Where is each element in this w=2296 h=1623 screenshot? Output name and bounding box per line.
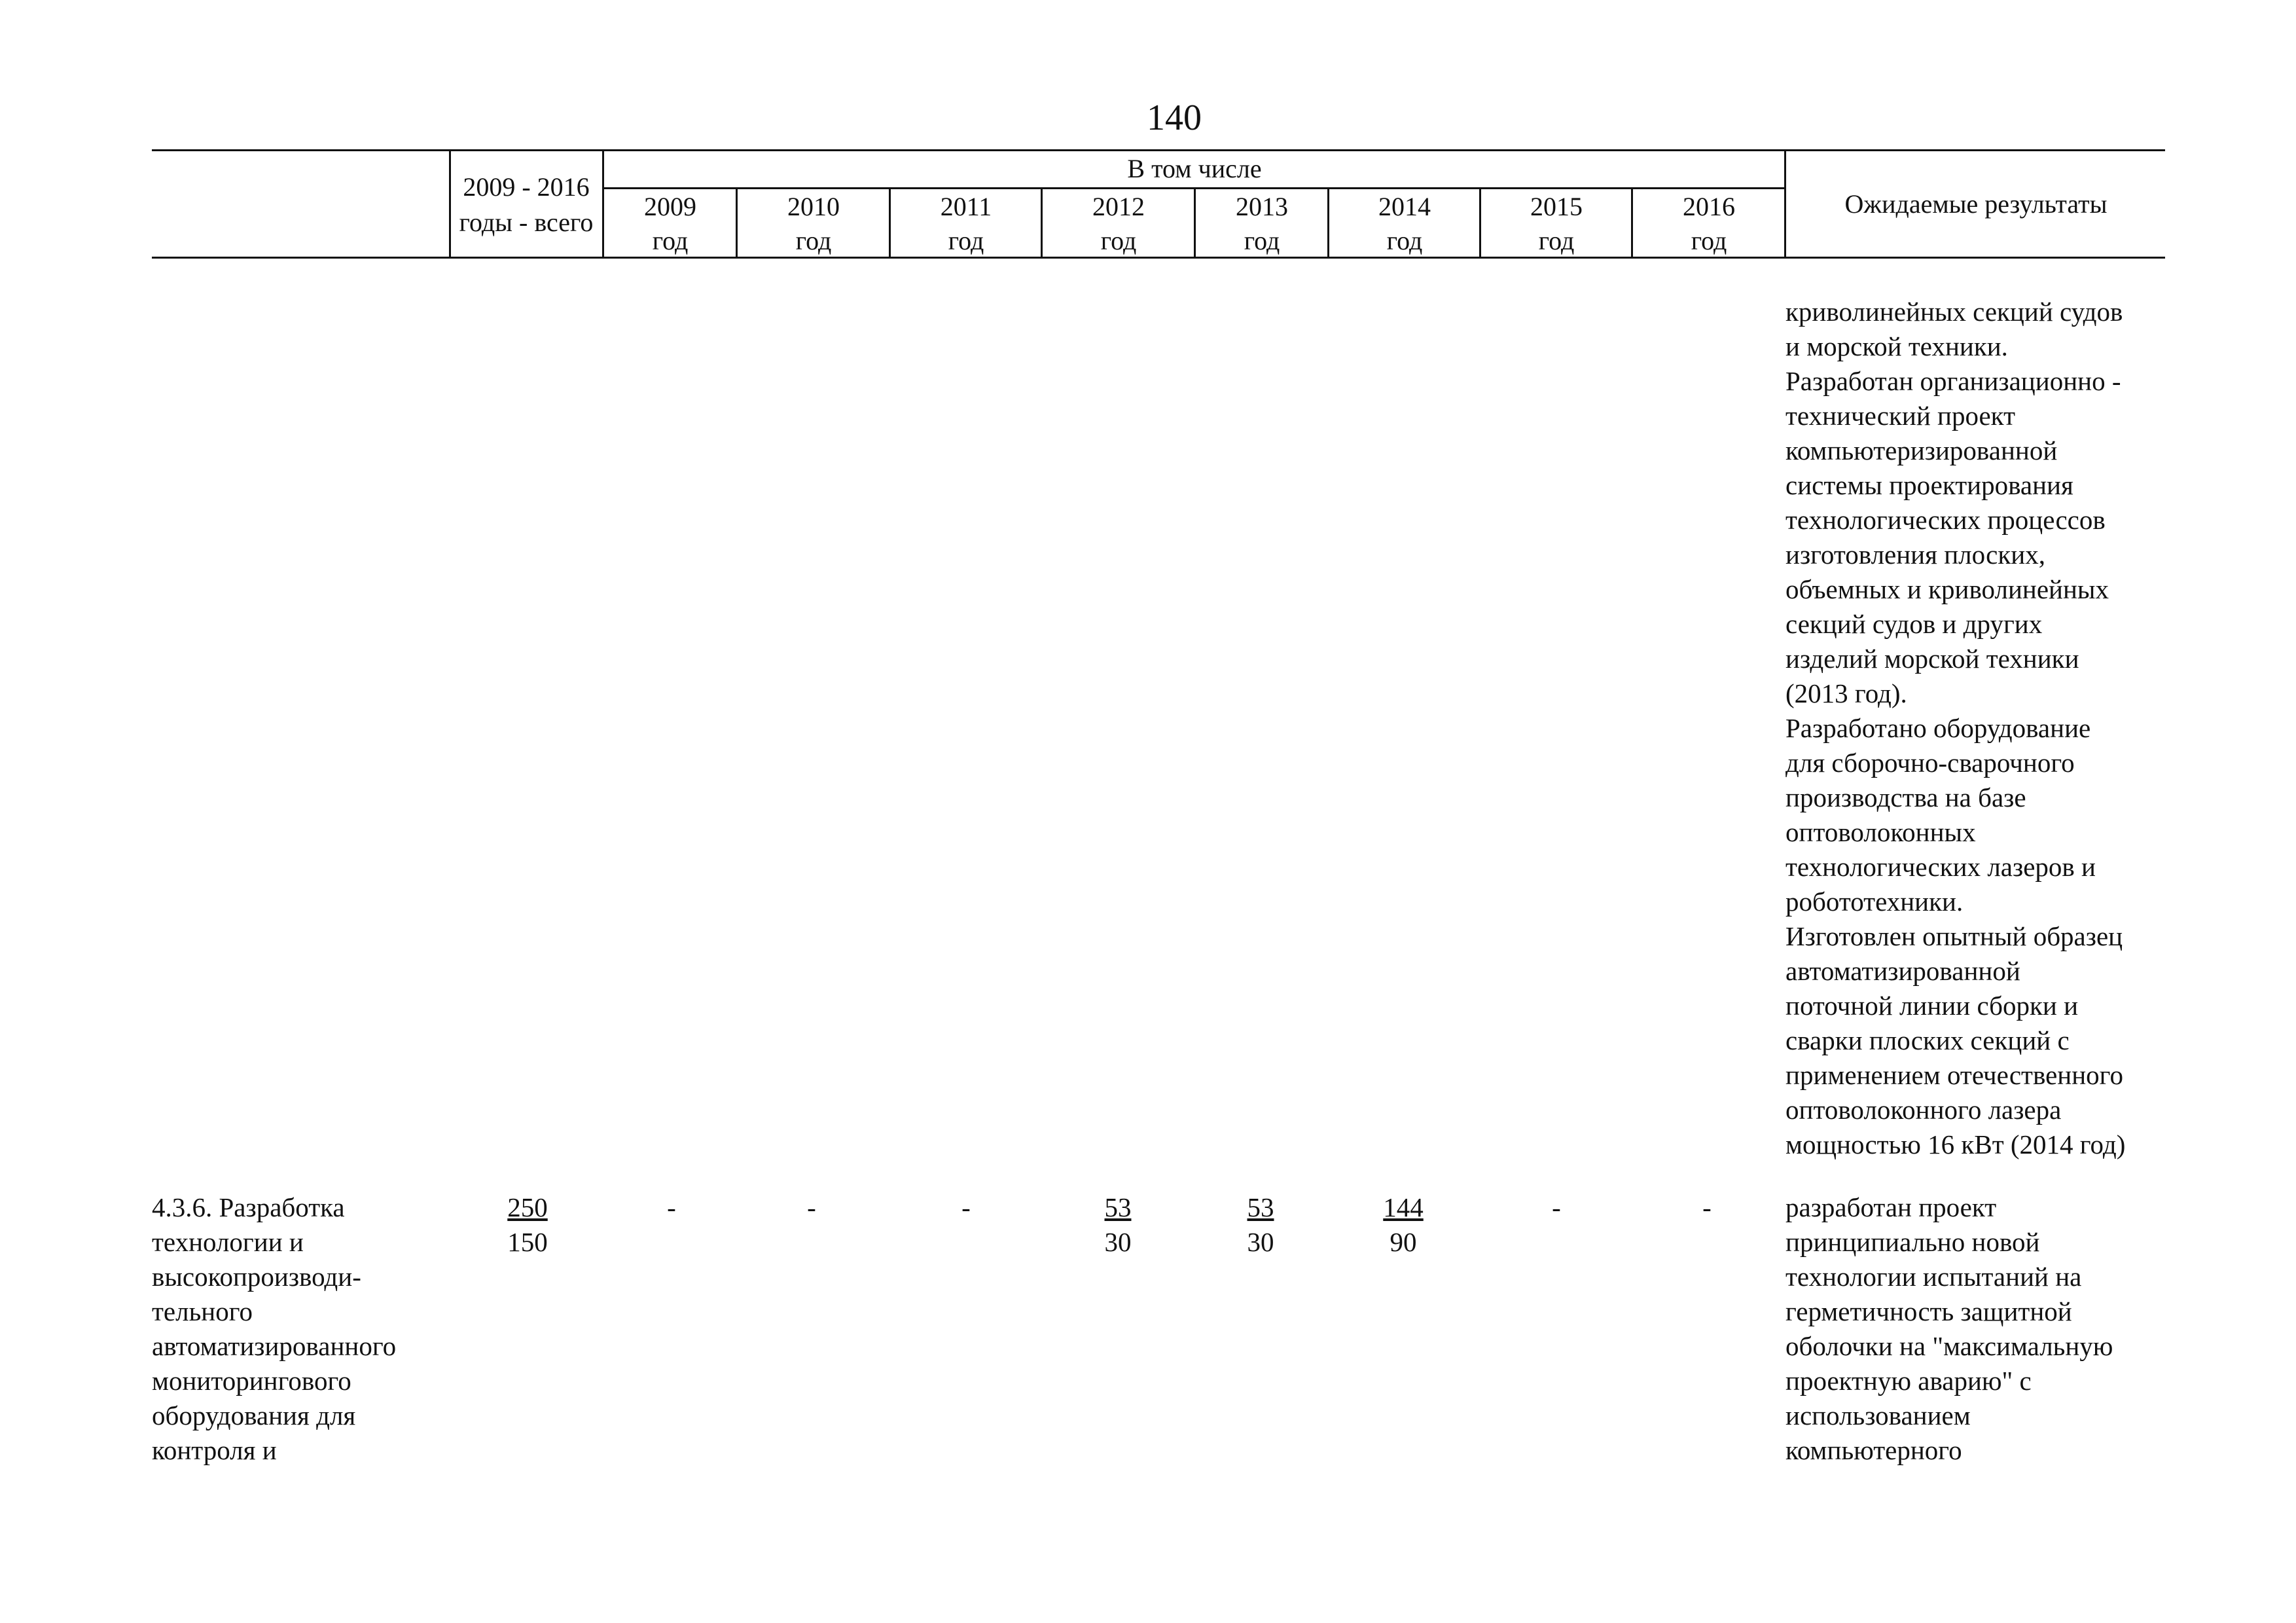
row-name <box>152 1190 396 1468</box>
row-value-2016 <box>1668 1190 1746 1225</box>
row-name-line: автоматизированного <box>152 1331 397 1361</box>
result-line: Разработано оборудование <box>1785 713 2091 743</box>
result-line: производства на базе <box>1785 782 2026 812</box>
header-year-2016: 2016 <box>1683 192 1735 221</box>
header-year-2010: 2010 <box>787 192 840 221</box>
row-total-bottom: 150 <box>507 1227 548 1257</box>
row-name-line: тельного <box>152 1296 253 1326</box>
header-year-2014: 2014 <box>1378 192 1431 221</box>
result-line: технологических процессов <box>1785 505 2106 535</box>
result-line: технический проект <box>1785 401 2015 431</box>
row-value-top: - <box>961 1192 971 1222</box>
result-line: поточной линии сборки и <box>1785 991 2079 1021</box>
header-year-2015: 2015 <box>1530 192 1583 221</box>
row-name-line: технологии и <box>152 1227 304 1257</box>
header-year-2013: 2013 <box>1236 192 1288 221</box>
result-line: оптоволоконных <box>1785 817 1976 847</box>
col-divider-2010 <box>736 187 738 258</box>
row-name-line: высокопроизводи- <box>152 1262 361 1292</box>
row-name-line: мониторингового <box>152 1366 351 1396</box>
header-total-line2: годы - всего <box>459 208 594 237</box>
row-value-top: - <box>667 1192 676 1222</box>
result-line: и морской техники. <box>1785 331 2008 361</box>
col-divider-name <box>449 149 451 258</box>
result-line: изделий морской техники <box>1785 644 2079 674</box>
result-line: автоматизированной <box>1785 956 2020 986</box>
header-year-2014-unit: год <box>1386 226 1423 255</box>
row-value-2013 <box>1221 1190 1300 1260</box>
row-value-top: 53 <box>1104 1192 1132 1222</box>
result-line: сварки плоских секций с <box>1785 1025 2070 1055</box>
row-value-2011 <box>927 1190 1005 1225</box>
header-year-2011-unit: год <box>948 226 984 255</box>
row-value-2014 <box>1364 1190 1443 1260</box>
result-line: для сборочно-сварочного <box>1785 748 2075 778</box>
header-subrule <box>602 187 1784 189</box>
header-year-2009: 2009 <box>644 192 696 221</box>
result-line: секций судов и других <box>1785 609 2043 639</box>
result-line: применением отечественного <box>1785 1060 2123 1090</box>
row-value-top: - <box>1552 1192 1561 1222</box>
header-year-2010-unit: год <box>795 226 832 255</box>
header-results: Ожидаемые результаты <box>1844 189 2108 219</box>
col-divider-total <box>602 149 604 258</box>
result-line: принципиально новой <box>1785 1227 2040 1257</box>
result-line: разработан проект <box>1785 1192 1997 1222</box>
result-line: компьютеризированной <box>1785 435 2058 465</box>
result-line: мощностью 16 кВт (2014 год) <box>1785 1129 2126 1159</box>
header-year-2012: 2012 <box>1092 192 1145 221</box>
row-value-top: 53 <box>1247 1192 1274 1222</box>
row-value-bottom: 30 <box>1247 1227 1274 1257</box>
header-year-2012-unit: год <box>1100 226 1137 255</box>
header-year-2011: 2011 <box>940 192 992 221</box>
col-divider-2011 <box>889 187 891 258</box>
row-name-line: оборудования для <box>152 1400 356 1431</box>
result-line: изготовления плоских, <box>1785 539 2045 570</box>
result-line: технологических лазеров и <box>1785 852 2096 882</box>
row-value-2010 <box>772 1190 851 1225</box>
row-value-2015 <box>1517 1190 1596 1225</box>
header-year-2015-unit: год <box>1538 226 1575 255</box>
row-name-line: контроля и <box>152 1435 277 1465</box>
header-year-2016-unit: год <box>1691 226 1727 255</box>
col-divider-2013 <box>1194 187 1196 258</box>
col-divider-results <box>1784 149 1786 258</box>
row-total <box>488 1190 567 1260</box>
result-line: оптоволоконного лазера <box>1785 1095 2062 1125</box>
col-divider-2012 <box>1041 187 1043 258</box>
result-line: герметичность защитной <box>1785 1296 2072 1326</box>
row-results <box>1785 1190 2113 1468</box>
row-value-top: - <box>1702 1192 1712 1222</box>
result-line: Разработан организационно - <box>1785 366 2121 396</box>
header-top-rule <box>152 149 2165 151</box>
result-line: (2013 год). <box>1785 678 1907 708</box>
row-value-2012 <box>1079 1190 1157 1260</box>
result-line: оболочки на "максимальную <box>1785 1331 2113 1361</box>
header-year-2009-unit: год <box>652 226 689 255</box>
result-line: робототехники. <box>1785 886 1964 917</box>
result-line: объемных и криволинейных <box>1785 574 2109 604</box>
result-line: компьютерного <box>1785 1435 1962 1465</box>
result-line: системы проектирования <box>1785 470 2073 500</box>
col-divider-2015 <box>1479 187 1481 258</box>
header-year-2013-unit: год <box>1244 226 1280 255</box>
row-total-top: 250 <box>507 1192 548 1222</box>
header-including: В том числе <box>1127 154 1262 183</box>
row-value-top: 144 <box>1383 1192 1424 1222</box>
col-divider-2016 <box>1631 187 1633 258</box>
result-line: криволинейных секций судов <box>1785 297 2123 327</box>
result-line: технологии испытаний на <box>1785 1262 2082 1292</box>
result-line: проектную аварию" с <box>1785 1366 2032 1396</box>
page-number: 140 <box>1147 98 1202 138</box>
row-value-top: - <box>807 1192 816 1222</box>
result-line: использованием <box>1785 1400 1971 1431</box>
result-line: Изготовлен опытный образец <box>1785 921 2123 951</box>
row-name-line: 4.3.6. Разработка <box>152 1192 345 1222</box>
col-divider-2014 <box>1327 187 1329 258</box>
row-value-bottom: 90 <box>1390 1227 1417 1257</box>
row-value-bottom: 30 <box>1104 1227 1132 1257</box>
row-value-2009 <box>632 1190 711 1225</box>
continuation-results <box>1785 295 2125 1162</box>
header-total-line1: 2009 - 2016 <box>463 172 590 202</box>
